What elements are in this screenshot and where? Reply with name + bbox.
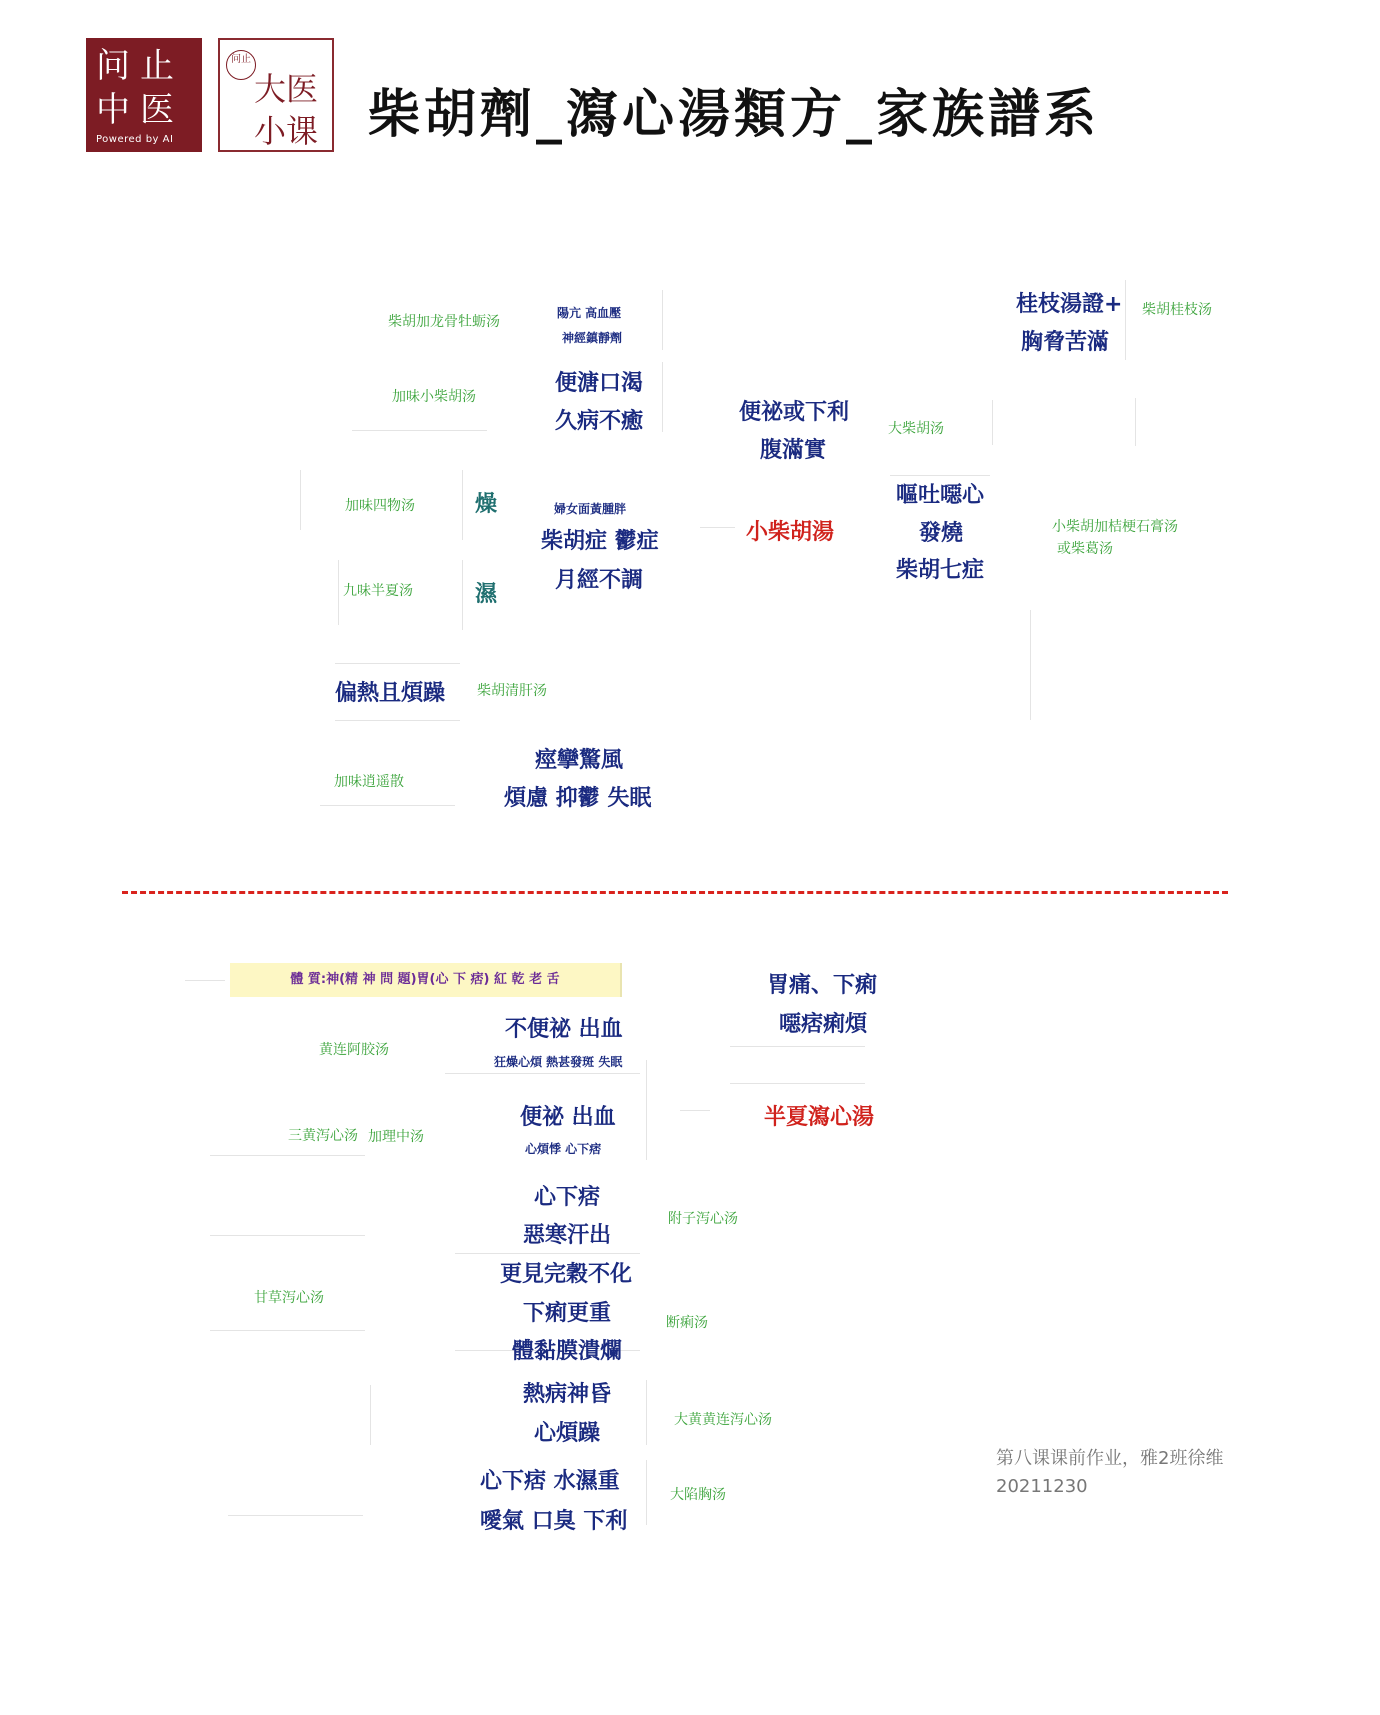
formula-chaihu-qinggan: 柴胡清肝汤 [477, 683, 547, 699]
connector [228, 1515, 363, 1516]
connector [680, 1110, 710, 1111]
connector [700, 527, 735, 528]
symptom-no-constip-bleed: 不便祕 出血 [505, 1017, 623, 1042]
connector [210, 1330, 365, 1331]
section-divider [122, 891, 1228, 894]
logo-line2: 中医 [96, 90, 184, 130]
formula-dahuang-huanglian-xiexin: 大黄黄连泻心汤 [674, 1412, 772, 1428]
symptom-irritability: 心煩躁 [534, 1421, 601, 1446]
formula-jiawei-xiaoyao: 加味逍遥散 [334, 774, 404, 790]
formula-jia-lizhong: 加理中汤 [368, 1129, 424, 1145]
formula-jiuwei-banxia: 九味半夏汤 [343, 583, 413, 599]
symptom-guizhi-pattern: 桂枝湯證+ [1016, 292, 1123, 317]
formula-fuzi-xiexin: 附子泻心汤 [668, 1211, 738, 1227]
constitution-bar: 體 質:神(精 神 問 題)胃(心 下 痞) 紅 乾 老 舌 [230, 963, 622, 997]
symptom-heat-irritable: 偏熱且煩躁 [335, 681, 446, 706]
wenzhi-logo [86, 38, 202, 152]
connector [646, 1460, 647, 1525]
connector [730, 1083, 865, 1084]
symptom-anxiety: 煩慮 抑鬱 失眠 [504, 786, 652, 811]
symptom-water-damp: 心下痞 水濕重 [480, 1469, 620, 1494]
center-xiaochaihu-tang: 小柴胡湯 [746, 520, 835, 545]
connector [1125, 280, 1126, 360]
formula-jiawei-siwu: 加味四物汤 [345, 498, 415, 514]
formula-duanli: 断痢汤 [666, 1315, 708, 1331]
connector [646, 1380, 647, 1445]
symptom-abdominal-fullness: 腹滿實 [760, 438, 827, 463]
symptom-chronic: 久病不癒 [555, 409, 644, 434]
connector [210, 1155, 365, 1156]
connector [352, 430, 487, 431]
formula-chaihu-longgu-muli: 柴胡加龙骨牡蛎汤 [388, 314, 500, 330]
symptom-dry: 燥 [475, 492, 498, 517]
logo-right-line1: 大医 [254, 70, 319, 108]
connector [890, 475, 990, 476]
symptom-fever-coma: 熱病神昏 [523, 1382, 612, 1407]
connector [462, 560, 463, 630]
connector [462, 470, 463, 540]
connector [210, 1235, 365, 1236]
logo-right-line2: 小课 [254, 112, 319, 150]
formula-huanglian-ejiao: 黄连阿胶汤 [319, 1042, 389, 1058]
connector [320, 805, 455, 806]
page-title: 柴胡劑_瀉心湯類方_家族譜系 [368, 84, 1101, 145]
formula-chaihu-guizhi: 柴胡桂枝汤 [1142, 302, 1212, 318]
logo-tagline: Powered by AI [96, 134, 174, 145]
symptom-constipation: 便祕或下利 [739, 400, 850, 425]
symptom-stomach-pain: 胃痛、下痢 [767, 973, 878, 998]
symptom-loose-stool: 便溏口渴 [555, 371, 644, 396]
formula-daxianxiong: 大陷胸汤 [670, 1487, 726, 1503]
formula-xiaochaihu-jiegeng-shigao: 小柴胡加桔梗石膏汤 [1052, 519, 1178, 535]
symptom-chest-fullness: 胸脅苦滿 [1021, 330, 1110, 355]
center-banxia-xiexin-tang: 半夏瀉心湯 [764, 1105, 875, 1130]
symptom-woman: 婦女面黃腫胖 [554, 502, 627, 516]
connector [662, 290, 663, 350]
symptom-damp: 濕 [475, 582, 498, 607]
connector [730, 1046, 865, 1047]
logo-line1: 问止 [96, 46, 184, 86]
symptom-menses: 月經不調 [555, 568, 644, 593]
connector [992, 400, 993, 445]
seal-icon: 问止 [226, 50, 256, 80]
symptom-epigastric-pi: 心下痞 [534, 1185, 601, 1210]
formula-gancao-xiexin: 甘草泻心汤 [254, 1290, 324, 1306]
symptom-belching: 噯氣 口臭 下利 [480, 1509, 628, 1534]
connector [445, 1073, 640, 1074]
symptom-spasm: 痙攣驚風 [535, 748, 624, 773]
formula-sanhuang-xiexin: 三黄泻心汤 [288, 1128, 358, 1144]
formula-jiawei-xiaochaihu: 加味小柴胡汤 [392, 389, 476, 405]
symptom-constip-bleed: 便祕 出血 [520, 1105, 616, 1130]
symptom-diarrhea-worse: 下痢更重 [523, 1301, 612, 1326]
symptom-mania: 狂燥心煩 熱甚發斑 失眠 [494, 1055, 623, 1069]
footer-note: 第八课课前作业，雅2班徐维 [996, 1448, 1224, 1469]
symptom-seven-signs: 柴胡七症 [896, 558, 985, 583]
connector [338, 560, 339, 625]
symptom-depression: 柴胡症 鬱症 [541, 529, 659, 554]
symptom-mucosa-ulcer: 體黏膜潰爛 [512, 1339, 623, 1364]
connector [1030, 610, 1031, 720]
symptom-sedative: 神經鎮靜劑 [562, 331, 623, 345]
symptom-undigested-stool: 更見完穀不化 [500, 1262, 633, 1287]
connector [1135, 398, 1136, 446]
connector [335, 720, 460, 721]
symptom-vomit: 嘔吐噁心 [896, 483, 985, 508]
symptom-fever: 發燒 [919, 521, 964, 546]
connector [370, 1385, 371, 1445]
symptom-yang-hyper: 陽亢 高血壓 [557, 306, 622, 320]
connector [455, 1253, 640, 1254]
formula-chaige: 或柴葛汤 [1057, 541, 1113, 557]
connector [300, 470, 301, 530]
connector [185, 980, 225, 981]
dayi-xiaoke-logo [218, 38, 334, 152]
connector [335, 663, 460, 664]
connector [662, 362, 663, 432]
symptom-belch-pi: 噁痞痢煩 [779, 1012, 868, 1037]
footer-date: 20211230 [996, 1476, 1088, 1497]
formula-dachaihu: 大柴胡汤 [888, 421, 944, 437]
connector [646, 1060, 647, 1160]
symptom-chills-sweat: 惡寒汗出 [523, 1223, 612, 1248]
symptom-palpitation: 心煩悸 心下痞 [525, 1142, 602, 1156]
